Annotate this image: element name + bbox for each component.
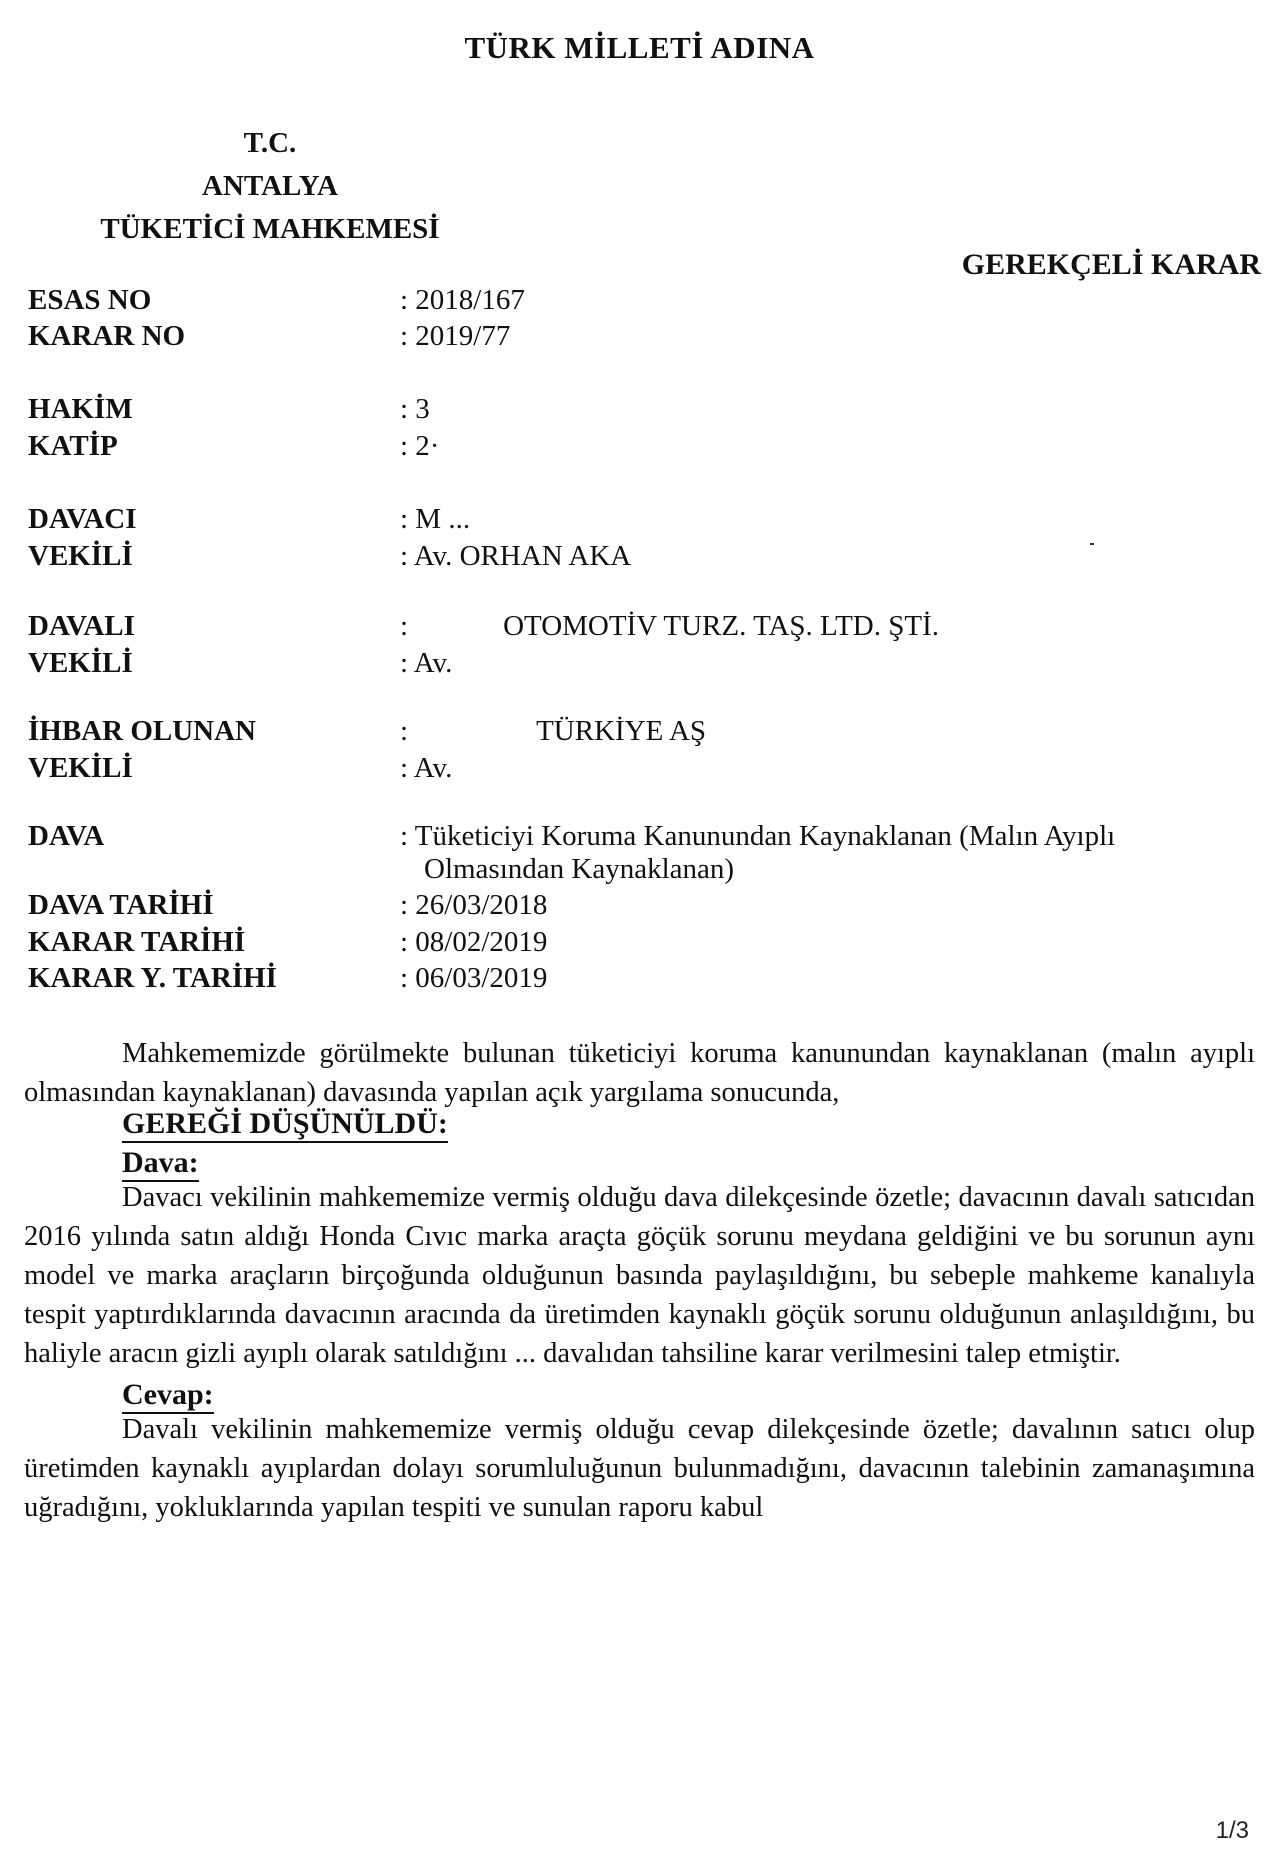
field-value-hakim: : 3 bbox=[400, 393, 430, 425]
considered-heading: GEREĞİ DÜŞÜNÜLDÜ: bbox=[122, 1107, 448, 1143]
field-label-ihbar-olunan: İHBAR OLUNAN bbox=[28, 715, 256, 747]
field-value-karar-yazim-tarihi: : 06/03/2019 bbox=[400, 962, 548, 994]
court-block bbox=[80, 122, 460, 251]
field-value-katip: : 2· bbox=[400, 430, 440, 462]
field-label-karar-yazim-tarihi: KARAR Y. TARİHİ bbox=[28, 962, 277, 994]
field-value-davali-name: OTOMOTİV TURZ. TAŞ. LTD. ŞTİ. bbox=[503, 610, 939, 642]
field-value-davali-colon: : bbox=[400, 610, 409, 642]
claim-paragraph: Davacı vekilinin mahkememize vermiş olduğu dava dilekçesinde özetle; davacının davalı satıcıdan 2016 yılında satın aldığı Honda Cıvıc marka araçta göçük sorunu meydana geldiğini ve bu sorunun aynı model ve marka araçların birçoğunda olduğunun basında paylaşıldığını, bu sebeple mahkeme kanalıyla tespit yaptırdıklarında davacının aracında da üretimden kaynaklı göçük sorunu olduğunun anlaşıldığını, bu haliyle aracın gizli ayıplı olarak satıldığını ... davalıdan tahsiline karar verilmesini talep etmiştir. bbox=[24, 1182, 1255, 1369]
nation-heading: TÜRK MİLLETİ ADINA bbox=[464, 30, 815, 65]
field-label-karar-no: KARAR NO bbox=[28, 320, 186, 352]
field-value-davali-vekili: : Av. bbox=[400, 647, 453, 679]
field-value-karar-no: : 2019/77 bbox=[400, 320, 511, 352]
field-value-ihbar-name: TÜRKİYE AŞ bbox=[536, 715, 707, 747]
answer-paragraph: Davalı vekilinin mahkememize vermiş olduğu cevap dilekçesinde özetle; davalının satıcı olup üretimden kaynaklı ayıplardan dolayı sorumluluğunun bulunmadığını, davacının talebinin zamanaşımına uğradığını, yokluklarında yapılan tespiti ve sunulan raporu kabul bbox=[24, 1414, 1255, 1523]
field-label-ihbar-vekili: VEKİLİ bbox=[28, 752, 133, 784]
field-label-esas-no: ESAS NO bbox=[28, 284, 152, 316]
field-value-ihbar-vekili: : Av. bbox=[400, 752, 453, 784]
field-label-dava-tarihi: DAVA TARİHİ bbox=[28, 889, 214, 921]
claim-heading: Dava: bbox=[122, 1146, 199, 1182]
field-label-katip: KATİP bbox=[28, 430, 118, 462]
court-line-country: T.C. bbox=[243, 127, 297, 159]
court-line-city: ANTALYA bbox=[202, 170, 338, 202]
scan-speck bbox=[1090, 543, 1094, 545]
field-value-davaci: : M ... bbox=[400, 503, 471, 535]
field-value-esas-no: : 2018/167 bbox=[400, 284, 525, 316]
court-line-name: TÜKETİCİ MAHKEMESİ bbox=[100, 213, 440, 245]
field-value-karar-tarihi: : 08/02/2019 bbox=[400, 926, 548, 958]
field-value-ihbar-olunan bbox=[400, 715, 706, 748]
field-label-davali-vekili: VEKİLİ bbox=[28, 647, 133, 679]
answer-heading: Cevap: bbox=[122, 1378, 214, 1414]
field-label-davaci-vekili: VEKİLİ bbox=[28, 540, 133, 572]
field-label-dava: DAVA bbox=[28, 820, 105, 852]
field-label-karar-tarihi: KARAR TARİHİ bbox=[28, 926, 246, 958]
field-value-dava-line2: Olmasından Kaynaklanan) bbox=[424, 853, 735, 885]
field-label-davaci: DAVACI bbox=[28, 503, 137, 535]
field-label-hakim: HAKİM bbox=[28, 393, 133, 425]
document-type-heading: GEREKÇELİ KARAR bbox=[961, 248, 1261, 281]
field-label-davali: DAVALI bbox=[28, 610, 135, 642]
field-value-dava-tarihi: : 26/03/2018 bbox=[400, 889, 548, 921]
field-value-dava: : Tüketiciyi Koruma Kanunundan Kaynaklanan (Malın Ayıplı bbox=[400, 820, 1116, 852]
field-value-davali bbox=[400, 610, 939, 643]
field-value-davaci-vekili: : Av. ORHAN AKA bbox=[400, 540, 632, 572]
page-number: 1/3 bbox=[1215, 1817, 1249, 1844]
field-value-ihbar-colon: : bbox=[400, 715, 409, 747]
intro-paragraph: Mahkememizde görülmekte bulunan tüketiciyi koruma kanunundan kaynaklanan (malın ayıplı olmasından kaynaklanan) davasında yapılan açık yargılama sonucunda, bbox=[24, 1038, 1255, 1108]
